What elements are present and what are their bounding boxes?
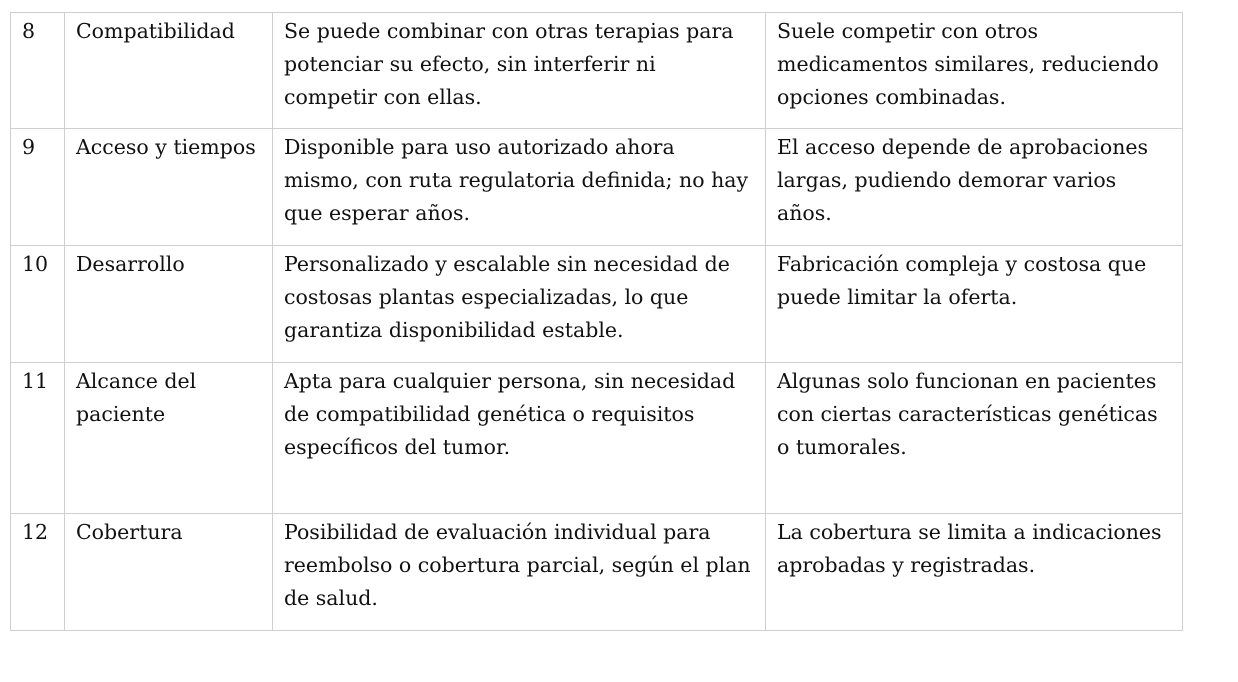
table-row — [11, 363, 1183, 514]
row-number: 9 — [11, 129, 65, 246]
table-row — [11, 246, 1183, 363]
table-row — [11, 129, 1183, 246]
row-aspect: Compatibilidad — [65, 13, 273, 129]
row-aspect: Alcance del paciente — [65, 363, 273, 514]
row-first-option: Personalizado y escalable sin necesidad de costosas plantas especializadas, lo que garantiza disponibilidad estable. — [273, 246, 766, 363]
row-aspect: Cobertura — [65, 514, 273, 631]
row-second-option: Fabricación compleja y costosa que puede limitar la oferta. — [766, 246, 1183, 363]
comparison-table — [10, 12, 1183, 631]
row-first-option: Posibilidad de evaluación individual para reembolso o cobertura parcial, según el plan de salud. — [273, 514, 766, 631]
row-aspect: Acceso y tiempos — [65, 129, 273, 246]
row-aspect: Desarrollo — [65, 246, 273, 363]
row-first-option: Disponible para uso autorizado ahora mismo, con ruta regulatoria definida; no hay que esperar años. — [273, 129, 766, 246]
row-first-option: Se puede combinar con otras terapias para potenciar su efecto, sin interferir ni competir con ellas. — [273, 13, 766, 129]
row-second-option: Suele competir con otros medicamentos similares, reduciendo opciones combinadas. — [766, 13, 1183, 129]
row-number: 10 — [11, 246, 65, 363]
row-second-option: La cobertura se limita a indicaciones aprobadas y registradas. — [766, 514, 1183, 631]
row-number: 8 — [11, 13, 65, 129]
row-second-option: El acceso depende de aprobaciones largas, pudiendo demorar varios años. — [766, 129, 1183, 246]
row-second-option: Algunas solo funcionan en pacientes con ciertas características genéticas o tumorales. — [766, 363, 1183, 514]
table-row — [11, 13, 1183, 129]
table-row — [11, 514, 1183, 631]
row-number: 12 — [11, 514, 65, 631]
row-number: 11 — [11, 363, 65, 514]
row-first-option: Apta para cualquier persona, sin necesidad de compatibilidad genética o requisitos específicos del tumor. — [273, 363, 766, 514]
